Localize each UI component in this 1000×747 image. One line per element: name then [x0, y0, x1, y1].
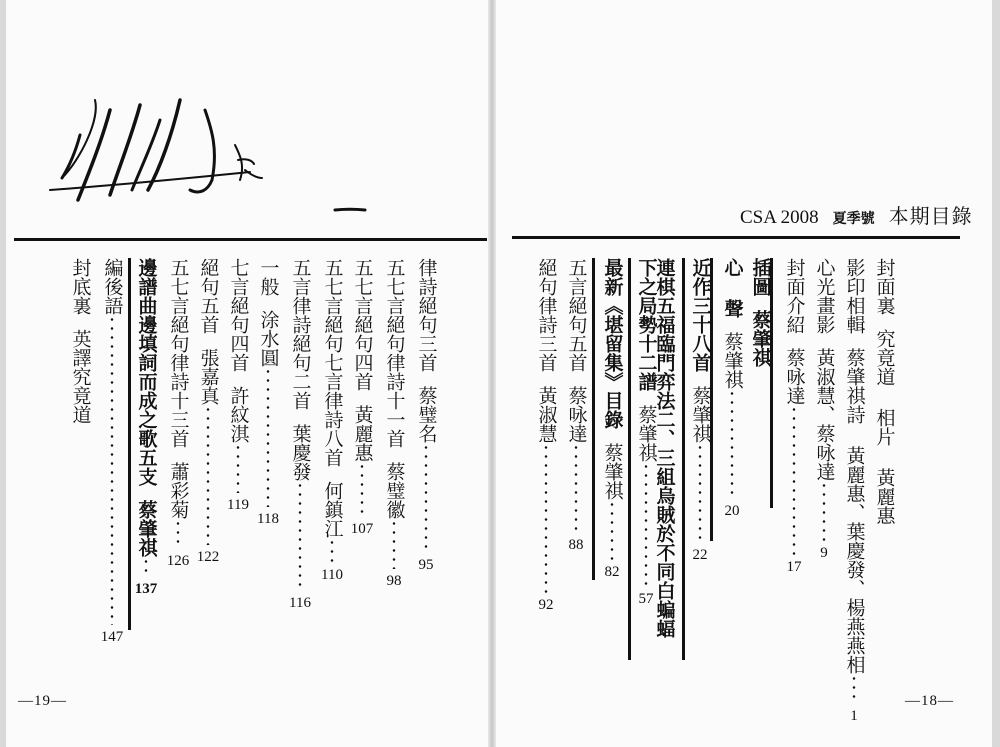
toc-header — [740, 200, 973, 229]
toc-entry — [346, 258, 378, 537]
header-rule-left — [14, 238, 487, 241]
entry-author: 究竟道 相片 黃麗惠 — [873, 329, 896, 525]
entry-author: 蔡咏達 — [565, 386, 588, 443]
entry-title: 插圖 — [749, 258, 772, 296]
entry-author: 蕭彩菊 — [167, 462, 190, 519]
toc-entry — [64, 258, 96, 424]
entry-author: 蔡璧徽 — [383, 462, 406, 519]
entry-title: 心光畫影 — [813, 258, 836, 334]
leader-dots — [206, 405, 210, 545]
entry-title: 下之局勢十二譜 — [635, 258, 658, 391]
page-number: 118 — [257, 511, 279, 527]
toc-entry — [130, 258, 162, 597]
entry-title: 五七言絕句律詩十一首 — [383, 258, 406, 448]
entry-title: 封面裏 — [873, 258, 896, 315]
toc-entry — [630, 258, 662, 607]
toc-entry — [716, 258, 748, 519]
leader-dots — [698, 443, 702, 543]
entry-title: 邊譜曲邊填詞而成之歌五支 — [135, 258, 158, 486]
page-number: 1 — [850, 708, 858, 724]
calligraphy-signature — [40, 90, 380, 220]
toc-entry — [596, 258, 628, 580]
entry-author: 蔡璧名 — [415, 386, 438, 443]
entry-title: 心 聲 — [721, 258, 744, 318]
page-number: 110 — [321, 567, 343, 583]
page-title: 本期目錄 — [888, 204, 973, 228]
leader-dots — [236, 443, 240, 493]
entry-title: 編後語 — [101, 258, 124, 315]
page-number: 137 — [134, 581, 158, 597]
toc-entry — [684, 258, 716, 563]
toc-entry — [252, 258, 284, 527]
entry-author: 葉慶發 — [289, 424, 312, 481]
entry-title: 連棋五福臨門弈法二、三組烏賊於不同白蝙蝠 — [653, 258, 676, 638]
entry-title: 五七言絕句律詩十三首 — [167, 258, 190, 448]
leader-dots — [852, 674, 856, 704]
issue-label: 夏季號 — [832, 211, 875, 227]
toc-entry — [96, 258, 128, 645]
page-number: 88 — [568, 537, 584, 553]
page-number: 95 — [418, 557, 434, 573]
page-number: 82 — [604, 564, 620, 580]
entry-title: 七言絕句四首 — [227, 258, 250, 372]
entry-title: 五七言絕句七言律詩八首 — [321, 258, 344, 467]
page-number: 22 — [692, 547, 708, 563]
leader-dots — [298, 481, 302, 591]
page-number: 119 — [227, 497, 249, 513]
toc-entry — [808, 258, 840, 561]
entry-title: 近作三十八首 — [689, 258, 712, 372]
toc-entry — [778, 258, 810, 575]
entry-title: 絕句律詩三首 — [535, 258, 558, 372]
leader-dots — [360, 462, 364, 517]
leader-dots — [110, 315, 114, 625]
leader-dots — [330, 538, 334, 563]
leader-dots — [574, 443, 578, 533]
entry-author: 蔡肇祺 — [721, 332, 744, 389]
book-gutter — [488, 0, 496, 747]
toc-entry — [530, 258, 562, 613]
divider-line — [592, 258, 595, 580]
toc-entry — [410, 258, 442, 573]
entry-author: 蔡肇祺 — [749, 310, 772, 367]
page-number: 122 — [196, 549, 220, 565]
entry-author: 蔡肇祺詩 黃麗惠、葉慶發、楊燕燕相 — [843, 348, 866, 674]
leader-dots — [392, 519, 396, 569]
page-number: 147 — [100, 629, 124, 645]
entry-title: 五言律詩絕句二首 — [289, 258, 312, 410]
page-number: 57 — [638, 591, 654, 607]
page-number: 9 — [820, 545, 828, 561]
entry-title: 封面介紹 — [783, 258, 806, 334]
toc-entry — [868, 258, 900, 525]
leader-dots — [144, 557, 148, 577]
entry-author: 黃淑慧 — [535, 386, 558, 443]
page-number: 107 — [350, 521, 374, 537]
entry-title: 五言絕句五首 — [565, 258, 588, 372]
page-number: 17 — [786, 559, 802, 575]
page-number: 98 — [386, 573, 402, 589]
leader-dots — [424, 443, 428, 553]
leader-dots — [610, 500, 614, 560]
entry-author: 蔡肇祺 — [635, 405, 658, 462]
entry-author: 黃淑慧、蔡咏達 — [813, 348, 836, 481]
page-number: 116 — [289, 595, 311, 611]
entry-title: 影印相輯 — [843, 258, 866, 334]
toc-entry — [378, 258, 410, 589]
toc-entry — [284, 258, 316, 611]
entry-author: 蔡咏達 — [783, 348, 806, 405]
page-number: 20 — [724, 503, 740, 519]
entry-author: 英譯究竟道 — [69, 329, 92, 424]
toc-entry — [222, 258, 254, 513]
entry-author: 蔡肇祺 — [135, 500, 158, 557]
entry-title: 最新《堪留集》目錄 — [601, 258, 624, 429]
page-number-right: —18— — [905, 693, 954, 709]
entry-title: 絕句五首 — [197, 258, 220, 334]
leader-dots — [644, 462, 648, 587]
page-number: 126 — [166, 553, 190, 569]
magazine-name: CSA 2008 — [740, 207, 819, 228]
leader-dots — [266, 367, 270, 507]
toc-entry — [162, 258, 194, 569]
entry-title: 律詩絕句三首 — [415, 258, 438, 372]
entry-author: 黃麗惠 — [351, 405, 374, 462]
entry-author: 蔡肇祺 — [689, 386, 712, 443]
leader-dots — [176, 519, 180, 549]
leader-dots — [730, 389, 734, 499]
toc-entry — [192, 258, 224, 565]
entry-author: 蔡肇祺 — [601, 443, 624, 500]
entry-author: 張嘉真 — [197, 348, 220, 405]
entry-author: 涂水圓 — [257, 310, 280, 367]
page-number: 92 — [538, 597, 554, 613]
toc-entry — [838, 258, 870, 724]
header-rule-right — [512, 236, 960, 239]
toc-entry — [744, 258, 776, 367]
leader-dots — [822, 481, 826, 541]
leader-dots — [792, 405, 796, 555]
entry-author: 許紋淇 — [227, 386, 250, 443]
toc-entry — [316, 258, 348, 583]
toc-entry — [560, 258, 592, 553]
entry-author: 何鎮江 — [321, 481, 344, 538]
entry-title: 封底裏 — [69, 258, 92, 315]
entry-title: 一般 — [257, 258, 280, 296]
entry-title: 五七言絕句四首 — [351, 258, 374, 391]
page-number-left: —19— — [18, 693, 67, 709]
leader-dots — [544, 443, 548, 593]
